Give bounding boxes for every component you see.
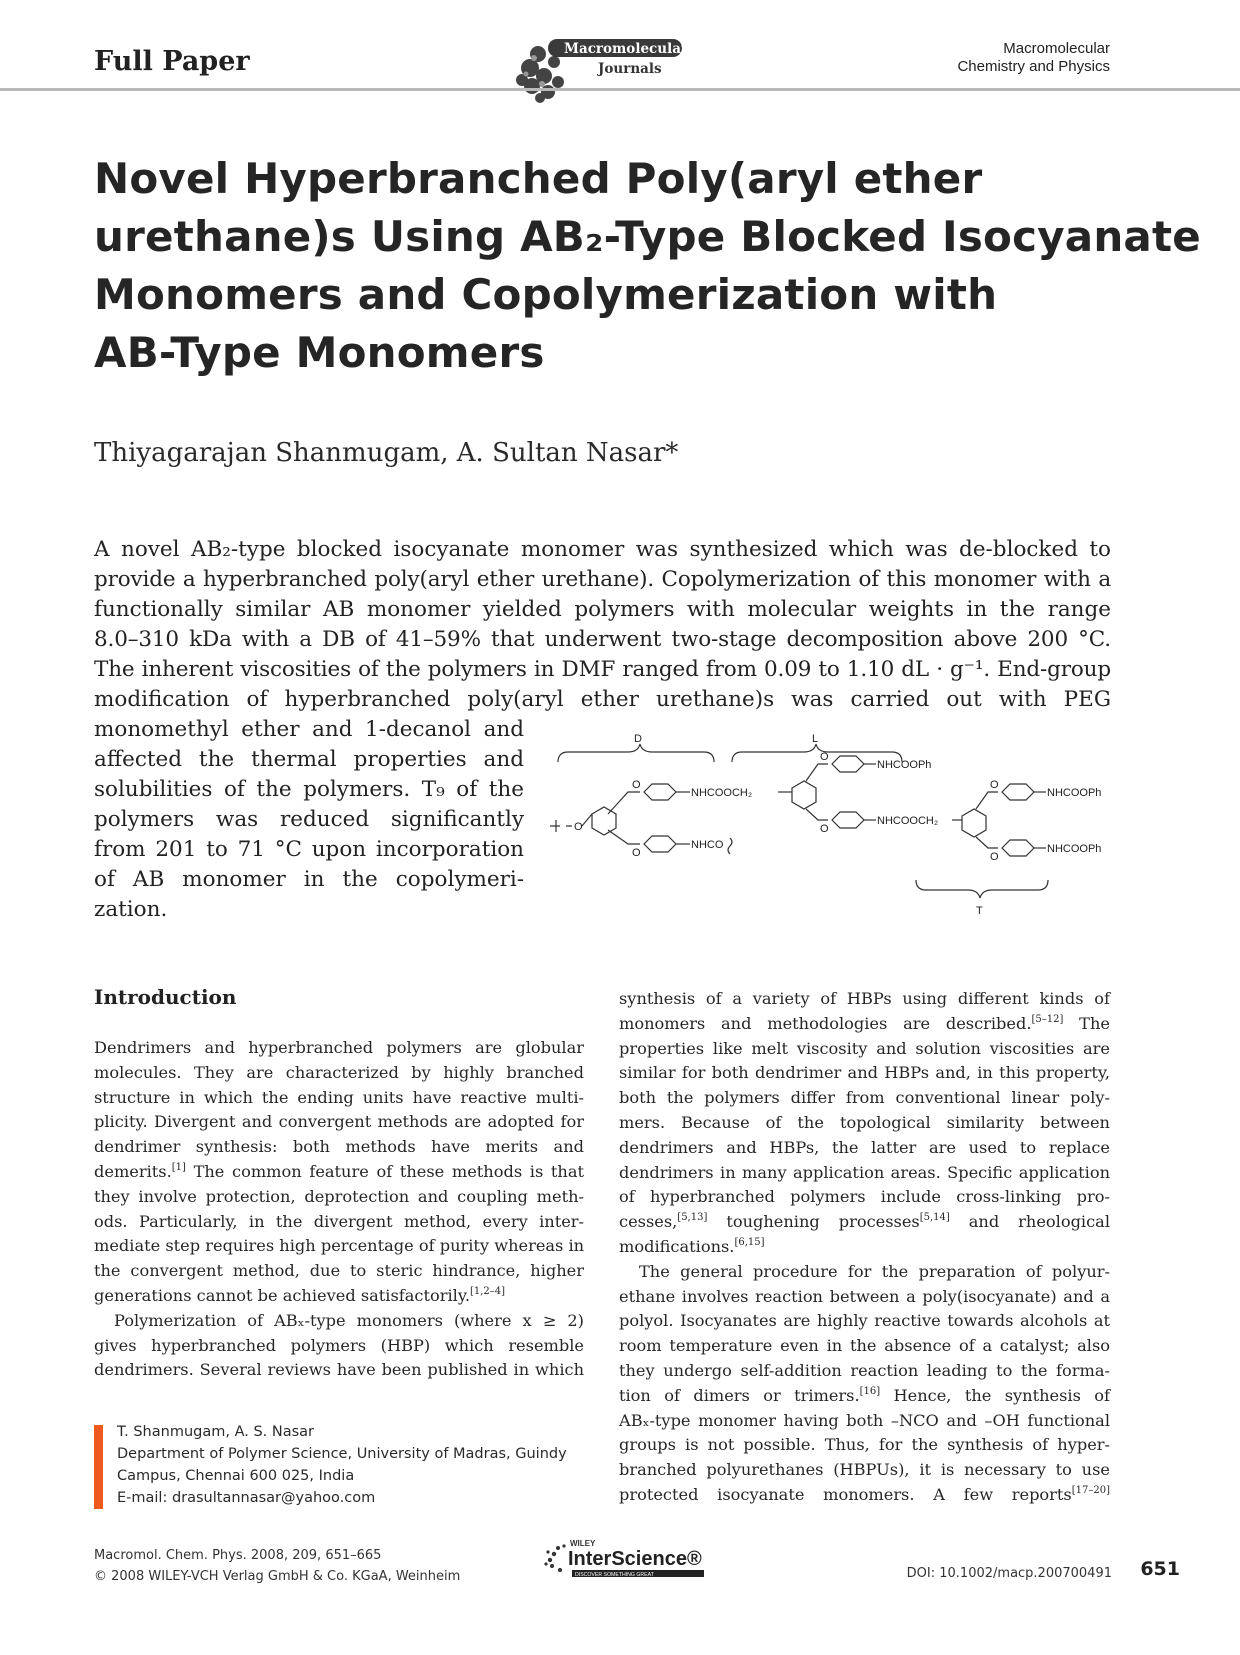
abstract-line: functionally similar AB monomer yielded polymers with molecular weights in the range [94,597,1111,622]
logo-text-interscience: InterScience® [568,1548,702,1570]
ring [832,756,864,772]
body-line: structure in which the ending units have reactive multi- [94,1087,584,1107]
logo-text-journals: Journals [598,61,662,77]
wiley-interscience-logo [540,1532,730,1582]
ring [644,784,676,800]
body-line: dendrimer synthesis: both methods have merits and [94,1137,584,1157]
title-line: AB-Type Monomers [94,328,545,377]
oxygen-label: O [632,779,641,791]
body-line: mers. Because of the topological similarity between [619,1112,1110,1132]
oxygen-label: O [820,751,829,763]
group-label-nhcooph: NHCOOPh [877,759,932,771]
group-label-nhco: NHCO [691,839,724,851]
body-line: tion of dimers or trimers.[16] Hence, the synthesis of [619,1385,1110,1405]
abstract-line: modification of hyperbranched poly(aryl ether urethane)s was carried out with PEG [94,687,1111,712]
article-title [94,150,1201,382]
body-line: ods. Particularly, in the divergent method, every inter- [94,1211,584,1231]
abstract-line: solubilities of the polymers. T₉ of the [94,777,524,802]
body-line: mediate step requires high percentage of purity whereas in [94,1236,585,1256]
body-line: gives hyperbranched polymers (HBP) which resemble [94,1335,584,1355]
section-heading-introduction: Introduction [94,985,237,1009]
doi-link[interactable]: DOI: 10.1002/macp.200700491 [906,1566,1112,1581]
oxygen-label: O [574,821,583,833]
affiliation-line: T. Shanmugam, A. S. Nasar [117,1424,315,1440]
body-column-right [619,987,1110,1508]
body-line: generations cannot be achieved satisfactorily.[1,2–4] [94,1285,506,1305]
affiliation-accent-bar [94,1425,103,1509]
journal-name-line: Macromolecular [1003,40,1110,57]
citation-marker[interactable]: [16] [859,1385,881,1397]
oxygen-label: O [820,823,829,835]
section-label: Full Paper [94,46,250,77]
affiliation-email[interactable]: E-mail: drasultannasar@yahoo.com [117,1490,376,1506]
body-line: room temperature even in the absence of a catalyst; also [619,1336,1110,1356]
abstract-line: from 201 to 71 °C upon incorporation [94,837,524,862]
body-line: dendrimers. Several reviews have been published in which [94,1360,584,1380]
body-line: demerits.[1] The common feature of these methods is that [94,1161,584,1181]
macromolecular-journals-logo [510,34,696,104]
copyright-line: © 2008 WILEY-VCH Verlag GmbH & Co. KGaA, Weinheim [94,1569,461,1584]
title-line: urethane)s Using AB₂-Type Blocked Isocyanate [94,212,1201,261]
body-line: Polymerization of ABₓ-type monomers (where x ≥ 2) [114,1310,584,1330]
body-line: synthesis of a variety of HBPs using different kinds of [619,989,1110,1008]
abstract-line: of AB monomer in the copolymeri- [94,867,524,892]
body-column-left [94,1036,584,1383]
body-line: The general procedure for the preparation of polyur- [639,1261,1110,1281]
body-line: groups is not possible. Thus, for the synthesis of hyper- [619,1435,1110,1455]
abstract-line: polymers was reduced significantly [94,807,524,832]
citation-marker[interactable]: [6,15] [734,1236,765,1248]
body-line: protected isocyanate monomers. A few reports[17–20] [619,1484,1110,1504]
author-list: Thiyagarajan Shanmugam, A. Sultan Nasar* [94,438,679,468]
body-line: cesses,[5,13] toughening processes[5,14] and rheological [619,1212,1110,1232]
abstract-line: affected the thermal properties and [94,747,524,772]
group-label-nhcooph: NHCOOPh [1047,843,1102,855]
abstract-line: A novel AB₂-type blocked isocyanate monomer was synthesized which was de-blocked to [94,537,1111,562]
logo-text-wiley: WILEY [570,1539,596,1548]
group-label-nhcooch2: NHCOOCH₂ [691,787,753,799]
ring [1002,840,1034,856]
polymer-structure-graphic [548,730,1110,918]
body-line: of hyperbranched polymers include cross-linking pro- [619,1187,1110,1207]
brace-dendritic [558,744,714,762]
abstract-line: 8.0–310 kDa with a DB of 41–59% that underwent two-stage decomposition above 200 °C. [94,627,1111,652]
body-line: they undergo self-addition reaction leading to the forma- [619,1360,1110,1380]
journal-name-line: Chemistry and Physics [957,58,1110,75]
citation-marker[interactable]: [1] [171,1161,186,1173]
oxygen-label: O [990,779,999,791]
group-label-nhcooph: NHCOOPh [1047,787,1102,799]
body-line: molecules. They are characterized by highly branched [94,1062,584,1082]
logo-text-tagline: DISCOVER SOMETHING GREAT [575,1572,654,1578]
body-line: plicity. Divergent and convergent methods are adopted for [94,1112,584,1132]
footer-citation [94,1545,460,1587]
body-line: polyol. Isocyanates are highly reactive towards alcohols at [619,1311,1110,1331]
title-line: Monomers and Copolymerization with [94,270,998,319]
author-affiliation [117,1421,567,1509]
oxygen-label: O [632,847,641,859]
label-l: L [812,733,819,745]
ring [962,809,986,837]
label-d: D [634,733,642,745]
logo-text-macromolecular: Macromolecular [564,41,689,57]
ring [592,807,616,835]
citation-line: Macromol. Chem. Phys. 2008, 209, 651–665 [94,1548,382,1563]
body-line: modifications.[6,15] [619,1236,765,1256]
page-number: 651 [1140,1558,1180,1580]
group-label-nhcooch2: NHCOOCH₂ [877,815,939,827]
ring [832,812,864,828]
body-line: similar for both dendrimer and HBPs and, in this property, [619,1063,1110,1083]
body-line: ethane involves reaction between a poly(isocyanate) and a [619,1286,1110,1306]
ring [792,781,816,809]
citation-marker[interactable]: [5–12] [1031,1013,1064,1025]
brace-terminal [916,880,1048,898]
abstract-line: zation. [94,897,168,922]
citation-marker[interactable]: [5,13] [677,1212,708,1224]
label-t: T [976,905,983,917]
journal-name [957,40,1110,76]
affiliation-line: Campus, Chennai 600 025, India [117,1468,355,1484]
body-line: they involve protection, deprotection and coupling meth- [94,1186,584,1206]
body-line: both the polymers differ from conventional linear poly- [619,1088,1110,1108]
ring [644,836,676,852]
abstract-line: provide a hyperbranched poly(aryl ether urethane). Copolymerization of this monomer with a [94,567,1111,592]
body-line: dendrimers in many application areas. Specific application [619,1162,1110,1182]
header-rule [0,88,1240,91]
body-line: the convergent method, due to steric hindrance, higher [94,1261,584,1281]
ring [1002,784,1034,800]
abstract-line: monomethyl ether and 1-decanol and [94,717,524,742]
affiliation-line: Department of Polymer Science, University of Madras, Guindy [117,1446,567,1462]
oxygen-label: O [990,851,999,863]
citation-marker[interactable]: [1,2–4] [469,1285,506,1297]
body-line: Dendrimers and hyperbranched polymers are globular [94,1038,584,1057]
abstract-line: The inherent viscosities of the polymers in DMF ranged from 0.09 to 1.10 dL · g⁻¹. End-group [94,657,1111,682]
citation-marker[interactable]: [5,14] [919,1212,950,1224]
body-line: ABₓ-type monomer having both –NCO and –OH functional [619,1410,1110,1430]
body-line: dendrimers and HBPs, the latter are used to replace [619,1137,1110,1157]
body-line: monomers and methodologies are described.[5–12] The [619,1013,1110,1033]
title-line: Novel Hyperbranched Poly(aryl ether [94,154,983,203]
citation-marker[interactable]: [17–20] [1071,1484,1110,1496]
body-line: branched polyurethanes (HBPUs), it is necessary to use [619,1460,1110,1480]
body-line: properties like melt viscosity and solution viscosities are [619,1038,1110,1058]
